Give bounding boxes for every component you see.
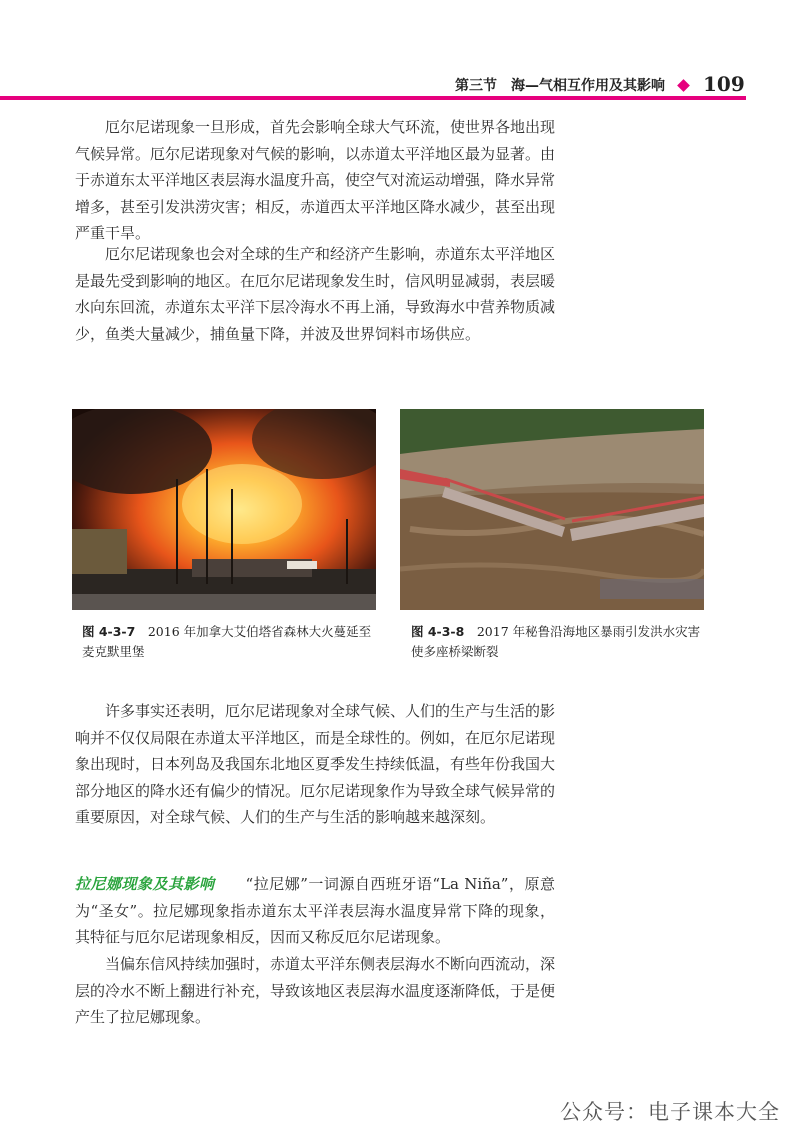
page-number: 109	[703, 72, 745, 96]
figure-caption-text-1: 2016 年加拿大艾伯塔省森林大火蔓延至麦克默里堡	[82, 624, 372, 659]
section-title: 第三节 海—气相互作用及其影响	[455, 78, 665, 94]
forest-fire-photo	[72, 409, 376, 610]
figure-number-1: 图 4-3-7	[82, 624, 136, 639]
watermark-text: 公众号：电子课本大全	[560, 1100, 780, 1124]
header-rule	[0, 96, 746, 100]
figure-number-2: 图 4-3-8	[411, 624, 465, 639]
lanina-intro-text: “拉尼娜”一词源自西班牙语“La Niña”，原意为“圣女”。拉尼娜现象指赤道东太平洋表层海水温度异常下降的现象，其特征与厄尔尼诺现象相反，因而又称反厄尔尼诺现象。	[75, 875, 555, 946]
paragraph-1: 厄尔尼诺现象一旦形成，首先会影响全球大气环流，使世界各地出现气候异常。厄尔尼诺现象对气候的影响，以赤道太平洋地区最为显著。由于赤道东太平洋地区表层海水温度升高，使空气对流运动增强，降水异常增多，甚至引发洪涝灾害；相反，赤道西太平洋地区降水减少，甚至出现严重干旱。	[75, 118, 556, 242]
lanina-heading: 拉尼娜现象及其影响	[75, 875, 215, 893]
figure-caption-text-2: 2017 年秘鲁沿海地区暴雨引发洪水灾害使多座桥梁断裂	[411, 624, 701, 659]
figure-caption-1	[82, 622, 372, 662]
figure-caption-2	[411, 622, 701, 662]
paragraph-2: 厄尔尼诺现象也会对全球的生产和经济产生影响，赤道东太平洋地区是最先受到影响的地区。在厄尔尼诺现象发生时，信风明显减弱，表层暖水向东回流，赤道东太平洋下层冷海水不再上涌，导致海水中营养物质减少，鱼类大量减少，捕鱼量下降，并波及世界饲料市场供应。	[75, 245, 556, 343]
lanina-intro-paragraph	[75, 871, 555, 951]
lanina-body-paragraph: 当偏东信风持续加强时，赤道太平洋东侧表层海水不断向西流动，深层的冷水不断上翻进行补充，导致该地区表层海水温度逐渐降低，于是便产生了拉尼娜现象。	[75, 955, 556, 1026]
paragraph-3: 许多事实还表明，厄尔尼诺现象对全球气候、人们的生产与生活的影响并不仅仅局限在赤道太平洋地区，而是全球性的。例如，在厄尔尼诺现象出现时，日本列岛及我国东北地区夏季发生持续低温，有些年份我国大部分地区的降水还有偏少的情况。厄尔尼诺现象作为导致全球气候异常的重要原因，对全球气候、人们的生产与生活的影响越来越深刻。	[75, 702, 556, 826]
diamond-icon	[677, 79, 690, 92]
broken-bridge-photo	[400, 409, 704, 610]
